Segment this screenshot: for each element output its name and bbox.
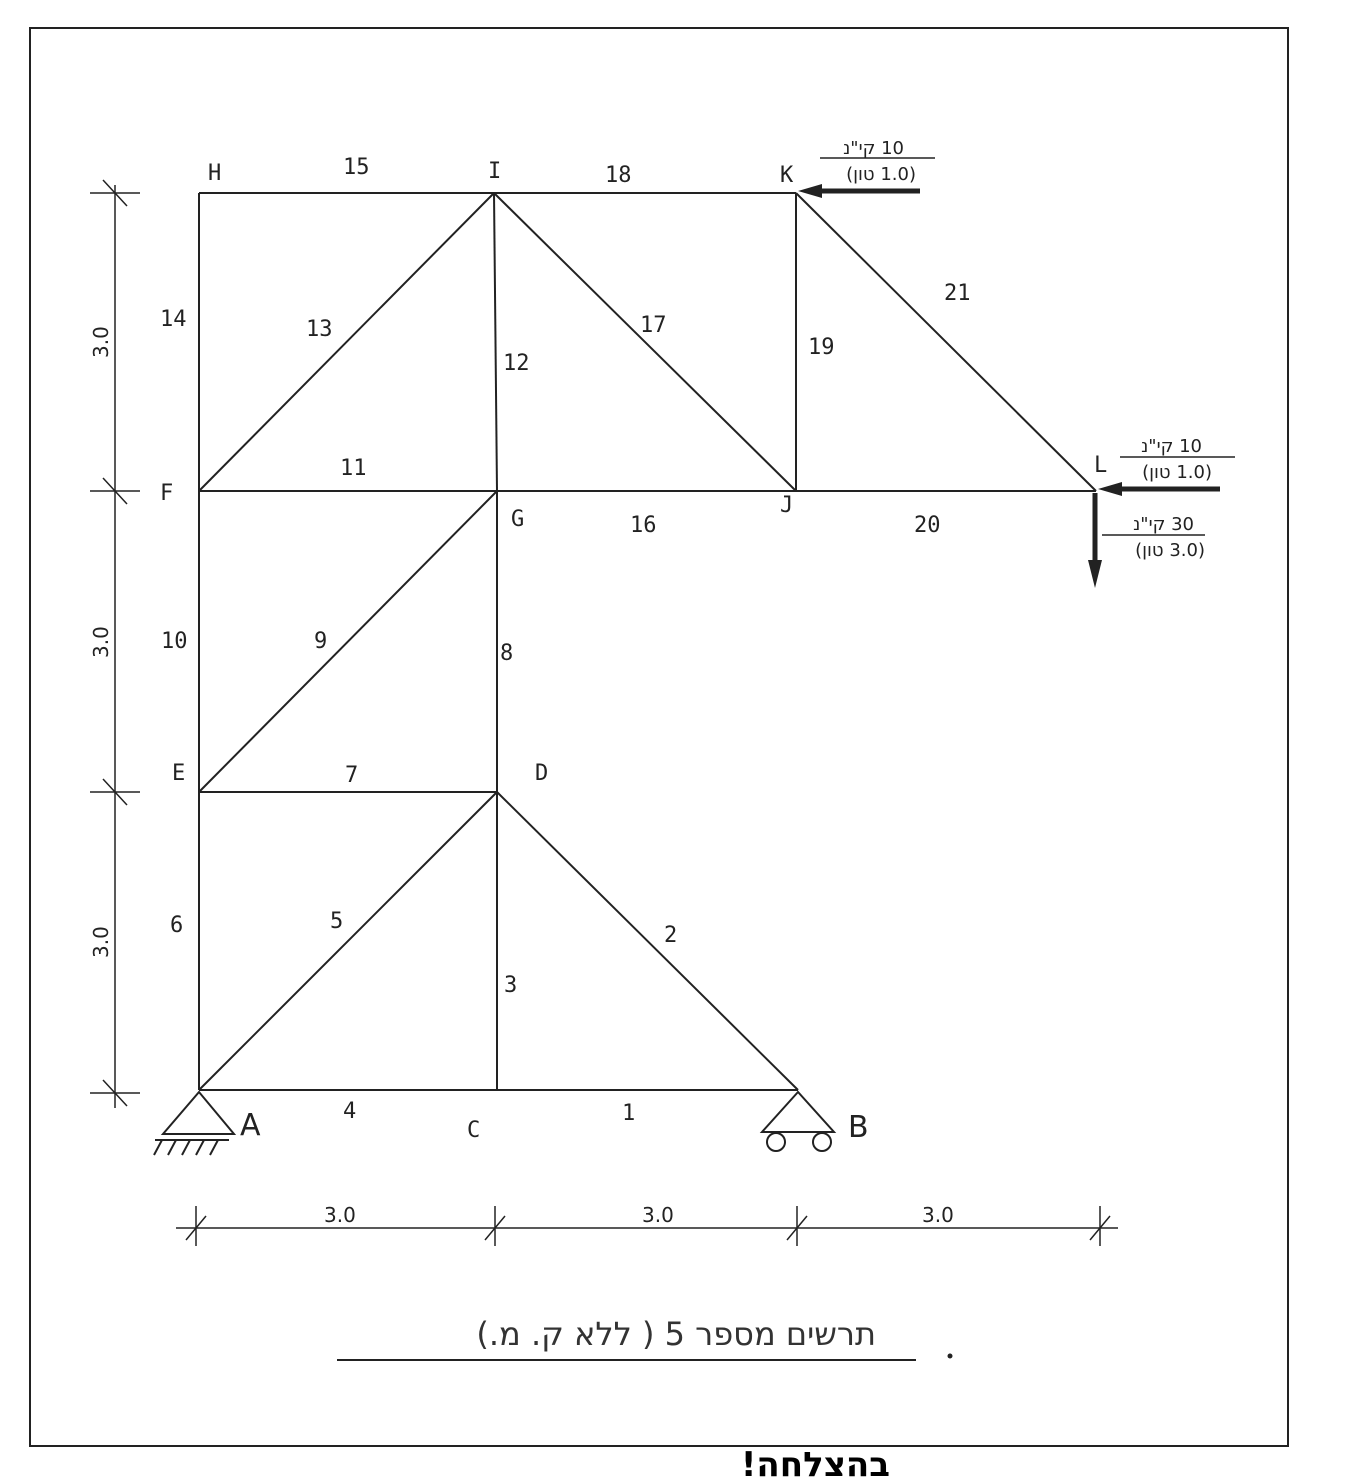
load-K-force-label: 10 קי"נ	[843, 138, 904, 159]
member-label-16: 16	[630, 513, 657, 538]
node-label-C: C	[467, 1118, 481, 1143]
dimension-label-center: 3.0	[642, 1203, 674, 1227]
roller-support-B	[762, 1092, 834, 1151]
load-arrow-L-vertical	[1088, 493, 1102, 588]
node-label-G: G	[511, 507, 525, 532]
dimension-label-left: 3.0	[324, 1203, 356, 1227]
node-label-A: A	[240, 1108, 261, 1143]
member-label-4: 4	[343, 1099, 357, 1124]
member-5	[199, 792, 497, 1090]
node-label-L: L	[1094, 453, 1108, 478]
load-L-horizontal-force-label: 10 קי"נ	[1141, 436, 1202, 457]
node-label-D: D	[535, 761, 549, 786]
node-label-H: H	[208, 161, 222, 186]
node-label-I: I	[488, 159, 502, 184]
member-label-11: 11	[340, 456, 367, 481]
member-label-17: 17	[640, 313, 667, 338]
load-L-horizontal-ton-label: (1.0 טון)	[1142, 462, 1212, 483]
member-label-3: 3	[504, 973, 518, 998]
load-L-vertical-force-label: 30 קי"נ	[1133, 514, 1194, 535]
diagram-caption: תרשים מספר 5 ( ללא ק. מ.)	[476, 1315, 876, 1353]
member-label-6: 6	[170, 913, 184, 938]
member-label-12: 12	[503, 351, 530, 376]
member-label-1: 1	[622, 1101, 636, 1126]
dimension-label-right: 3.0	[922, 1203, 954, 1227]
load-L-vertical-ton-label: (3.0 טון)	[1135, 540, 1205, 561]
dimension-label-middle: 3.0	[89, 626, 113, 658]
member-label-10: 10	[161, 629, 188, 654]
member-label-13: 13	[306, 317, 333, 342]
member-label-2: 2	[664, 923, 678, 948]
node-label-B: B	[848, 1110, 869, 1145]
footer-text: בהצלחה!	[740, 1445, 890, 1479]
member-2	[497, 792, 798, 1090]
member-label-18: 18	[605, 163, 632, 188]
member-label-20: 20	[914, 513, 941, 538]
member-label-19: 19	[808, 335, 835, 360]
dimension-label-bottom: 3.0	[89, 926, 113, 958]
member-21	[796, 193, 1096, 491]
pin-support-A	[154, 1092, 234, 1155]
load-K-ton-label: (1.0 טון)	[846, 164, 916, 185]
member-label-8: 8	[500, 641, 514, 666]
node-label-F: F	[160, 481, 174, 506]
member-label-9: 9	[314, 629, 328, 654]
member-13	[199, 193, 494, 491]
member-label-21: 21	[944, 281, 971, 306]
node-label-J: J	[780, 493, 794, 518]
member-9	[199, 491, 497, 792]
member-label-7: 7	[345, 763, 359, 788]
member-17	[494, 193, 796, 491]
member-12	[494, 193, 497, 491]
load-arrow-K	[798, 184, 920, 198]
member-label-14: 14	[160, 307, 187, 332]
load-arrow-L-horizontal	[1098, 482, 1220, 496]
dimension-label-top: 3.0	[89, 326, 113, 358]
node-label-K: K	[780, 163, 794, 188]
caption-dot	[948, 1354, 953, 1359]
member-label-5: 5	[330, 909, 344, 934]
node-label-E: E	[172, 761, 186, 786]
member-label-15: 15	[343, 155, 370, 180]
